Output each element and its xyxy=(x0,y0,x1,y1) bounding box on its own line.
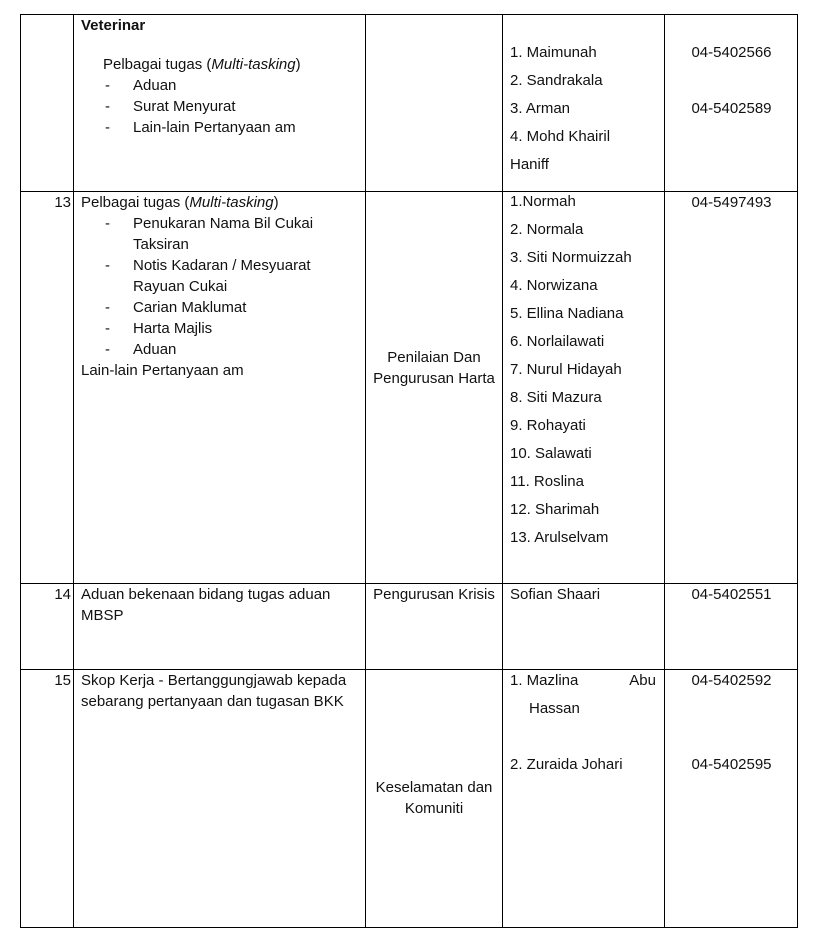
staff-name: 1.Normah xyxy=(510,193,576,210)
names-cell xyxy=(510,39,660,179)
staff-name: 10. Salawati xyxy=(510,445,592,462)
description-cell: Skop Kerja - Bertanggungjawab kepada sebarang pertanyaan dan tugasan BKK xyxy=(81,672,347,710)
staff-name: 8. Siti Mazura xyxy=(510,389,602,406)
names-cell xyxy=(510,670,660,775)
department-name: Penilaian Dan Pengurusan Harta xyxy=(373,349,495,387)
phones-cell xyxy=(664,42,799,119)
staff-name: Sofian Shaari xyxy=(510,586,601,603)
staff-name: 3. Arman xyxy=(510,100,571,117)
list-item: - Aduan xyxy=(105,341,177,358)
phones-cell xyxy=(664,670,799,775)
list-footer: Lain-lain Pertanyaan am xyxy=(81,362,244,379)
staff-name: 11. Roslina xyxy=(510,473,584,490)
table-row-veterinar xyxy=(20,14,798,192)
staff-name: 12. Sharimah xyxy=(510,501,600,518)
section-heading: Veterinar xyxy=(81,17,146,34)
staff-name: 3. Siti Normuizzah xyxy=(510,249,632,266)
staff-name: Haniff xyxy=(510,156,549,173)
department-cell xyxy=(373,777,495,819)
staff-name-continued: Hassan xyxy=(529,700,580,717)
list-item: - Aduan xyxy=(105,77,177,94)
department-cell xyxy=(373,347,495,389)
phone-number: 04-5402592 xyxy=(691,672,772,689)
staff-name: 6. Norlailawati xyxy=(510,333,605,350)
phone-number: 04-5402595 xyxy=(691,756,772,773)
list-item: - Harta Majlis xyxy=(105,320,213,337)
department-name: Keselamatan dan Komuniti xyxy=(375,779,493,817)
staff-name: 5. Ellina Nadiana xyxy=(510,305,624,322)
row-number: 13 xyxy=(54,194,71,211)
staff-name: 1. Maimunah xyxy=(510,44,597,61)
staff-name: 2. Sandrakala xyxy=(510,72,603,89)
staff-name: 7. Nurul Hidayah xyxy=(510,361,622,378)
phones-cell xyxy=(664,192,799,213)
staff-name: 9. Rohayati xyxy=(510,417,586,434)
list-item: - Notis Kadaran / Mesyuarat Rayuan Cukai xyxy=(105,257,311,295)
list-item: - Carian Maklumat xyxy=(105,299,247,316)
phone-number: 04-5402589 xyxy=(691,100,772,117)
list-item: - Surat Menyurat xyxy=(105,98,236,115)
description-cell xyxy=(81,192,361,381)
description-cell xyxy=(81,15,361,138)
table-row-14 xyxy=(20,584,798,670)
phone-number: 04-5402566 xyxy=(691,44,772,61)
row-number: 14 xyxy=(54,586,71,603)
table-row-13 xyxy=(20,192,798,584)
staff-name: 2. Normala xyxy=(510,221,584,238)
row-number: 15 xyxy=(54,672,71,689)
department-cell: Pengurusan Krisis xyxy=(373,586,495,603)
staff-name: 13. Arulselvam xyxy=(510,529,609,546)
names-cell xyxy=(510,188,660,552)
staff-name: 4. Norwizana xyxy=(510,277,598,294)
table-row-15 xyxy=(20,670,798,928)
phone-number: 04-5402551 xyxy=(691,586,772,603)
staff-name: 2. Zuraida Johari xyxy=(510,756,623,773)
description-cell: Aduan bekenaan bidang tugas aduan MBSP xyxy=(81,586,331,624)
multitask-label: Pelbagai tugas (Multi-tasking) xyxy=(81,194,279,211)
list-item: - Lain-lain Pertanyaan am xyxy=(105,119,296,136)
list-item: - Penukaran Nama Bil Cukai Taksiran xyxy=(105,215,314,253)
staff-name: 1. Mazlina Abu xyxy=(510,672,656,689)
phone-number: 04-5497493 xyxy=(691,194,772,211)
staff-name: 4. Mohd Khairil xyxy=(510,128,611,145)
multitask-label: Pelbagai tugas (Multi-tasking) xyxy=(103,56,301,73)
